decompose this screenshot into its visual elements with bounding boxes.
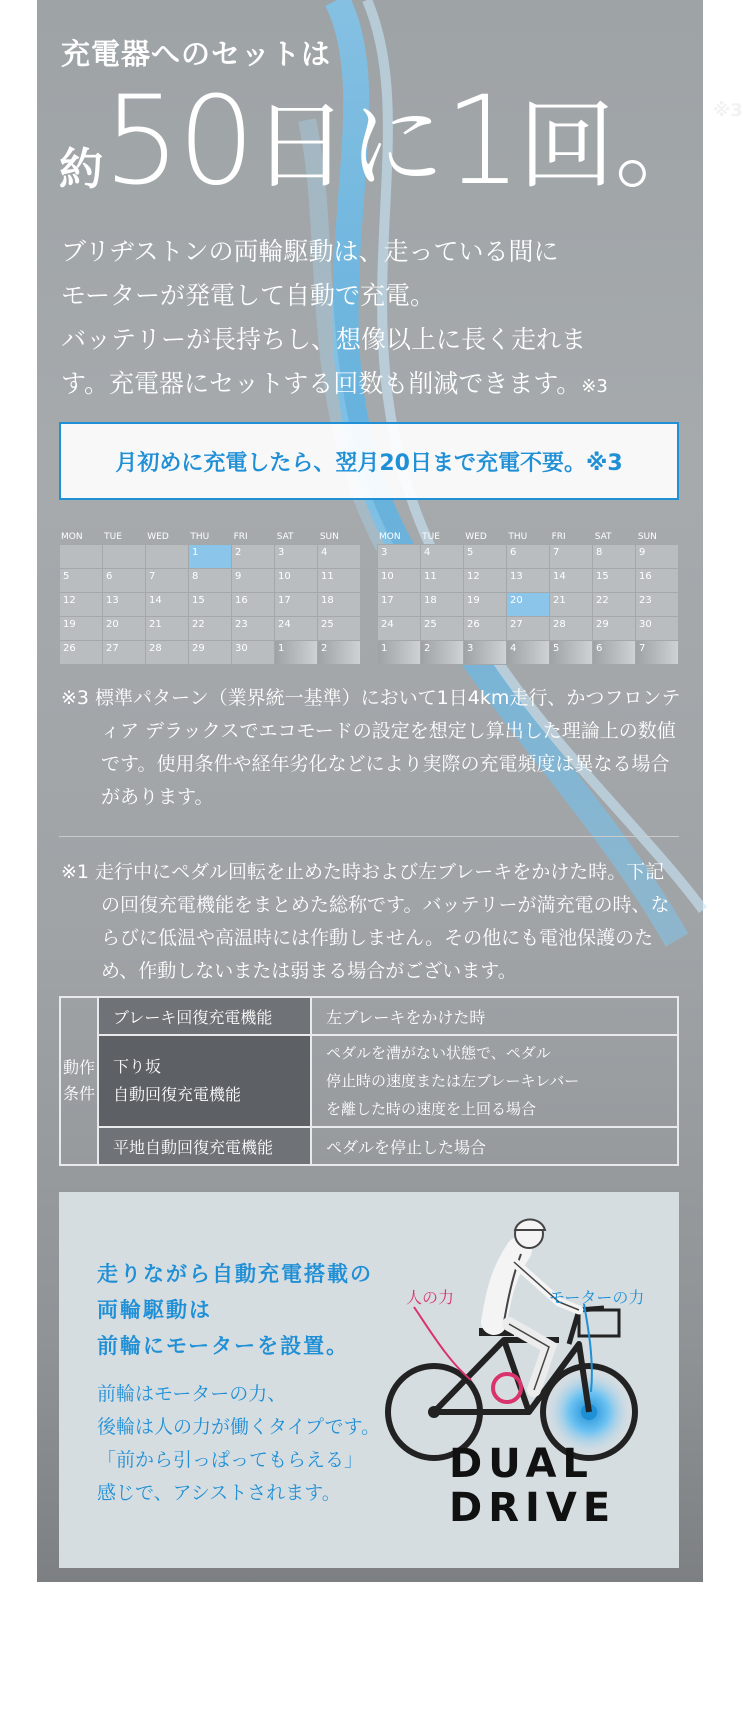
calendar-day-cell: 28	[146, 641, 188, 664]
calendar-day-cell: 15	[593, 569, 635, 592]
calendar-day-cell: 13	[507, 569, 549, 592]
calendar-weekday-header	[59, 530, 361, 544]
weekday-label: WED	[147, 532, 169, 542]
calendar-month-1	[59, 530, 361, 665]
calendar-day-cell: 1	[378, 641, 420, 664]
weekday-label: SAT	[276, 532, 294, 542]
calendar-day-cell: 8	[593, 545, 635, 568]
calendar-day-cell: 21	[146, 617, 188, 640]
heading-unit-days: 日に	[252, 90, 445, 202]
calendar-month-2	[377, 530, 679, 665]
calendar-grid	[59, 544, 361, 665]
calendar-day-cell: 19	[464, 593, 506, 616]
calendar-day-cell: 24	[275, 617, 317, 640]
calendar-day-cell: 2	[318, 641, 360, 664]
footnote-1: ※1 走行中にペダル回転を止めた時および左ブレーキをかけた時。下記の回復充電機能をまとめた総称です。バッテリーが満充電の時、ならびに低温や高温時には作動しません。その他にも電池保護のため、作動しないまたは弱まる場合がございます。	[61, 861, 670, 982]
calendar-day-cell: 4	[421, 545, 463, 568]
dual-drive-description: 前輪はモーターの力、 後輪は人の力が働くタイプです。 「前から引っぱってもらえる」 感じで、アシストされます。	[97, 1383, 381, 1504]
weekday-label: MON	[61, 532, 83, 542]
lead-line: ブリヂストンの両輪駆動は、走っている間に	[61, 237, 559, 266]
label-human-power: 人の力	[406, 1288, 455, 1307]
heading-main	[59, 70, 743, 212]
calendar-day-cell: 6	[507, 545, 549, 568]
footnote-3: ※3 標準パターン（業界統一基準）において1日4km走行、かつフロンティア デラックスでエコモードの設定を想定し算出した理論上の数値です。使用条件や経年劣化などにより実際の充電頻度は異なる場合があります。	[61, 687, 681, 808]
calendar-day-cell: 26	[464, 617, 506, 640]
calendar-day-cell: 27	[103, 641, 145, 664]
divider	[59, 836, 679, 837]
calendar-day-cell	[60, 545, 102, 568]
main-panel	[37, 0, 743, 1582]
table-cell-condition: ペダルを停止した場合	[311, 1127, 678, 1165]
weekday-label: MON	[379, 532, 401, 542]
calendar-day-cell: 5	[464, 545, 506, 568]
charge-callout-box: 月初めに充電したら、翌月20日まで充電不要。※3	[59, 422, 679, 500]
calendar-day-cell: 10	[378, 569, 420, 592]
heading-unit-times: 回。	[518, 90, 711, 202]
weekday-label: TUE	[422, 532, 440, 542]
calendar-day-cell: 22	[189, 617, 231, 640]
calendar-day-cell: 30	[636, 617, 678, 640]
calendar-day-cell: 3	[464, 641, 506, 664]
calendar-day-cell: 9	[636, 545, 678, 568]
calendar-day-cell: 21	[550, 593, 592, 616]
calendar-day-cell: 29	[593, 617, 635, 640]
calendar-day-cell: 13	[103, 593, 145, 616]
table-cell-function: ブレーキ回復充電機能	[98, 997, 311, 1035]
calendar-day-cell: 14	[550, 569, 592, 592]
calendar-day-cell: 16	[232, 593, 274, 616]
calendar-grid	[377, 544, 679, 665]
calendar-day-cell: 28	[550, 617, 592, 640]
calendar-day-cell: 10	[275, 569, 317, 592]
calendar-day-cell: 27	[507, 617, 549, 640]
calendar-day-cell: 2	[421, 641, 463, 664]
table-cell-condition: 左ブレーキをかけた時	[311, 997, 678, 1035]
dual-drive-box	[59, 1192, 679, 1568]
calendar-day-cell: 23	[636, 593, 678, 616]
dual-drive-title: 走りながら自動充電搭載の 両輪駆動は 前輪にモーターを設置。	[97, 1262, 373, 1358]
calendar-day-cell: 11	[318, 569, 360, 592]
calendar-day-cell: 20	[103, 617, 145, 640]
calendar-day-cell: 6	[593, 641, 635, 664]
weekday-label: SUN	[637, 532, 657, 542]
calendar-day-cell: 5	[60, 569, 102, 592]
calendar-day-cell: 7	[550, 545, 592, 568]
calendar-day-cell: 11	[421, 569, 463, 592]
calendar-day-cell: 16	[636, 569, 678, 592]
operation-conditions-table	[59, 996, 679, 1166]
calendar-day-cell: 12	[464, 569, 506, 592]
calendar-day-cell: 14	[146, 593, 188, 616]
calendar-day-cell: 4	[507, 641, 549, 664]
heading-subtitle: 充電器へのセットは	[61, 37, 332, 71]
lead-line: モーターが発電して自動で充電。	[61, 281, 436, 310]
calendar-day-cell: 2	[232, 545, 274, 568]
calendar-day-cell: 5	[550, 641, 592, 664]
calendar-day-cell: 9	[232, 569, 274, 592]
calendar-day-cell: 30	[232, 641, 274, 664]
calendar-day-cell: 25	[318, 617, 360, 640]
table-row-header: 動作 条件	[60, 997, 98, 1165]
lead-line: す。充電器にセットする回数も削減できます。	[61, 369, 582, 398]
calendar-day-cell: 22	[593, 593, 635, 616]
lead-text	[61, 230, 681, 409]
heading-number-days: 50	[103, 70, 253, 212]
table-cell-function: 平地自動回復充電機能	[98, 1127, 311, 1165]
dual-drive-logo: DUAL DRIVE	[449, 1441, 617, 1531]
calendar-day-cell: 7	[146, 569, 188, 592]
calendar-day-cell: 24	[378, 617, 420, 640]
label-motor-power: モーターの力	[549, 1288, 645, 1307]
calendar-day-cell	[146, 545, 188, 568]
weekday-label: FRI	[551, 532, 566, 542]
calendar-weekday-header	[377, 530, 679, 544]
calendar-day-cell: 18	[421, 593, 463, 616]
calendar-day-cell: 15	[189, 593, 231, 616]
calendar-day-cell: 4	[318, 545, 360, 568]
calendar-day-cell: 18	[318, 593, 360, 616]
calendar-day-cell: 25	[421, 617, 463, 640]
heading-footnote-ref: ※3	[712, 100, 743, 121]
weekday-label: TUE	[104, 532, 122, 542]
calendar-day-cell: 19	[60, 617, 102, 640]
calendar-day-cell: 23	[232, 617, 274, 640]
weekday-label: WED	[465, 532, 487, 542]
lead-footnote-ref: ※3	[581, 376, 608, 397]
weekday-label: FRI	[233, 532, 248, 542]
heading-prefix: 約	[59, 144, 103, 195]
calendar-day-cell	[103, 545, 145, 568]
calendar-day-cell: 3	[275, 545, 317, 568]
calendar-day-cell: 8	[189, 569, 231, 592]
calendar-day-cell: 29	[189, 641, 231, 664]
table-cell-function: 下り坂 自動回復充電機能	[98, 1035, 311, 1127]
weekday-label: SUN	[319, 532, 339, 542]
calendar-day-cell: 20	[507, 593, 549, 616]
weekday-label: THU	[508, 532, 528, 542]
weekday-label: THU	[190, 532, 210, 542]
calendar-day-cell: 6	[103, 569, 145, 592]
calendar-day-cell: 1	[189, 545, 231, 568]
calendar-day-cell: 26	[60, 641, 102, 664]
lead-line: バッテリーが長持ちし、想像以上に長く走れま	[61, 325, 587, 354]
weekday-label: SAT	[594, 532, 612, 542]
calendar-day-cell: 17	[275, 593, 317, 616]
calendar-day-cell: 17	[378, 593, 420, 616]
heading-number-times: 1	[444, 70, 519, 212]
calendar-day-cell: 7	[636, 641, 678, 664]
calendar-day-cell: 3	[378, 545, 420, 568]
table-cell-condition: ペダルを漕がない状態で、ペダル 停止時の速度または左ブレーキレバー を離した時の速度を上回る場合	[311, 1035, 678, 1127]
calendar-day-cell: 1	[275, 641, 317, 664]
calendar-day-cell: 12	[60, 593, 102, 616]
